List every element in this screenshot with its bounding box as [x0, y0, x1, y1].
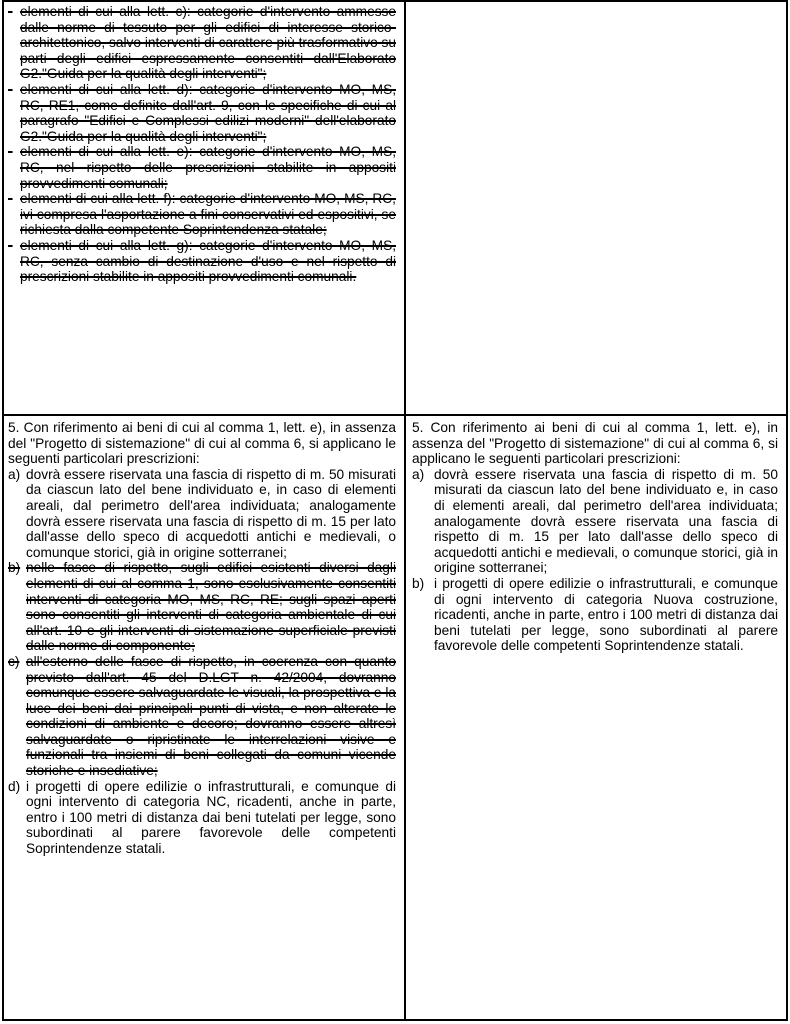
bullet-text: elementi di cui alla lett. e): categorie d'intervento MO, MS, RC, nel rispetto delle prescrizioni stabilite in appositi provvedimenti comunali; [20, 144, 396, 191]
cell-new-text-top-empty [406, 2, 786, 414]
bullet-marker: - [8, 4, 13, 19]
item-marker: b) [412, 575, 425, 591]
bullet-marker: - [8, 81, 13, 97]
bullet-item [8, 144, 396, 191]
list-item-a [412, 467, 778, 576]
bullet-item [8, 191, 396, 238]
cell-new-text-bottom [406, 416, 786, 1019]
list-item-b [8, 560, 396, 654]
item-marker: c) [8, 653, 20, 669]
bullet-text: elementi di cui alla lett. g): categorie d'intervento MO, MS, RC, senza cambio di destinazione d'uso e nel rispetto di prescrizioni stabilite in appositi provvedimenti comunali. [20, 237, 396, 285]
bullet-marker: - [8, 144, 13, 160]
bullet-item [8, 4, 396, 82]
list-item-d [8, 779, 396, 857]
item-marker: a) [412, 466, 425, 482]
comparison-table [2, 0, 788, 1021]
bullet-item [8, 238, 396, 285]
bullet-text: elementi di cui alla lett. c): categorie d'intervento ammesse dalle norme di tessuto per gli edifici di interesse storico-architettonico, salvo interventi di carattere più trasformativo su parti degli edifici espressamente consentiti dall'Elaborato G2."Guida per la qualità degli interventi"; [20, 4, 396, 82]
list-item-c [8, 654, 396, 779]
item-text: dovrà essere riservata una fascia di rispetto di m. 50 misurati da ciascun lato del bene individuato e, in caso di elementi areali, dal perimetro dell'area individuata; analogamente dovrà essere riservata una fascia di rispetto di m. 15 per lato dall'asse dello speco di acquedotti antichi e medievali, o comunque storici, già in origine sotterranei; [434, 466, 778, 576]
item-text: i progetti di opere edilizie o infrastrutturali, e comunque di ogni intervento di categoria NC, ricadenti, anche in parte, entro i 100 metri di distanza dai beni tutelati per legge, sono subordinati al parere favorevole delle competenti Soprintendenze statali. [26, 778, 396, 857]
item-text: dovrà essere riservata una fascia di rispetto di m. 50 misurati da ciascun lato del bene individuato e, in caso di elementi areali, dal perimetro dell'area individuata; analogamente dovrà essere riservata una fascia di rispetto di m. 15 per lato dall'asse dello speco di acquedotti antichi e medievali, o comunque storici, già in origine sotterranei; [26, 466, 396, 560]
item-marker: d) [8, 778, 21, 794]
paragraph-intro: 5. Con riferimento ai beni di cui al comma 1, lett. e), in assenza del "Progetto di sistemazione" di cui al comma 6, si applicano le seguenti particolari prescrizioni: [8, 420, 396, 467]
item-text: all'esterno delle fasce di rispetto, in coerenza con quanto previsto dall'art. 45 del D.LGT n. 42/2004, dovranno comunque essere salvaguardate le visuali, la prospettiva e la luce dei beni dai principali punti di vista, e non alterate le condizioni di ambiente e decoro; dovranno essere altresì salvaguardate o ripristinate le interrelazioni visive e funzionali tra insiemi di beni collegati da comuni vicende storiche e insediative; [26, 653, 396, 779]
cell-previous-text-bottom [4, 416, 404, 1019]
item-marker: a) [8, 466, 21, 482]
list-item-a [8, 467, 396, 561]
bullet-text: elementi di cui alla lett. d): categorie d'intervento MO, MS, RC, RE1, come definite dall'art. 9, con le specifiche di cui al paragrafo "Edifici e Complessi edilizi moderni" dell'elaborato G2."Guida per la qualità degli interventi"; [20, 81, 396, 144]
bullet-marker: - [8, 237, 13, 253]
item-text: nelle fasce di rispetto, sugli edifici esistenti diversi dagli elementi di cui al comma 1, sono esclusivamente consentiti interventi di categoria MO, MS, RC, RE; sugli spazi aperti sono consentiti gli interventi di categoria ambientale di cui all'art. 10 e gli interventi di sistemazione superficiale previsti dalle norme di componente; [26, 560, 396, 654]
bullet-item [8, 82, 396, 144]
item-text: i progetti di opere edilizie o infrastrutturali, e comunque di ogni intervento di categoria Nuova costruzione, ricadenti, anche in parte, entro i 100 metri di distanza dai beni tutelati per legge, sono subordinati al parere favorevole delle competenti Soprintendenze statali. [434, 575, 778, 654]
item-marker: b) [8, 560, 21, 576]
list-item-b [412, 576, 778, 654]
bullet-marker: - [8, 191, 13, 207]
bullet-text: elementi di cui alla lett. f): categorie d'intervento MO, MS, RC, ivi compresa l'asportazione a fini conservativi ed espositivi, se richiesta dalla competente Soprintendenza statale; [20, 191, 396, 238]
paragraph-intro: 5. Con riferimento ai beni di cui al comma 1, lett. e), in assenza del "Progetto di sistemazione" di cui al comma 6, si applicano le seguenti particolari prescrizioni: [412, 420, 778, 467]
cell-previous-text-top [4, 2, 404, 414]
